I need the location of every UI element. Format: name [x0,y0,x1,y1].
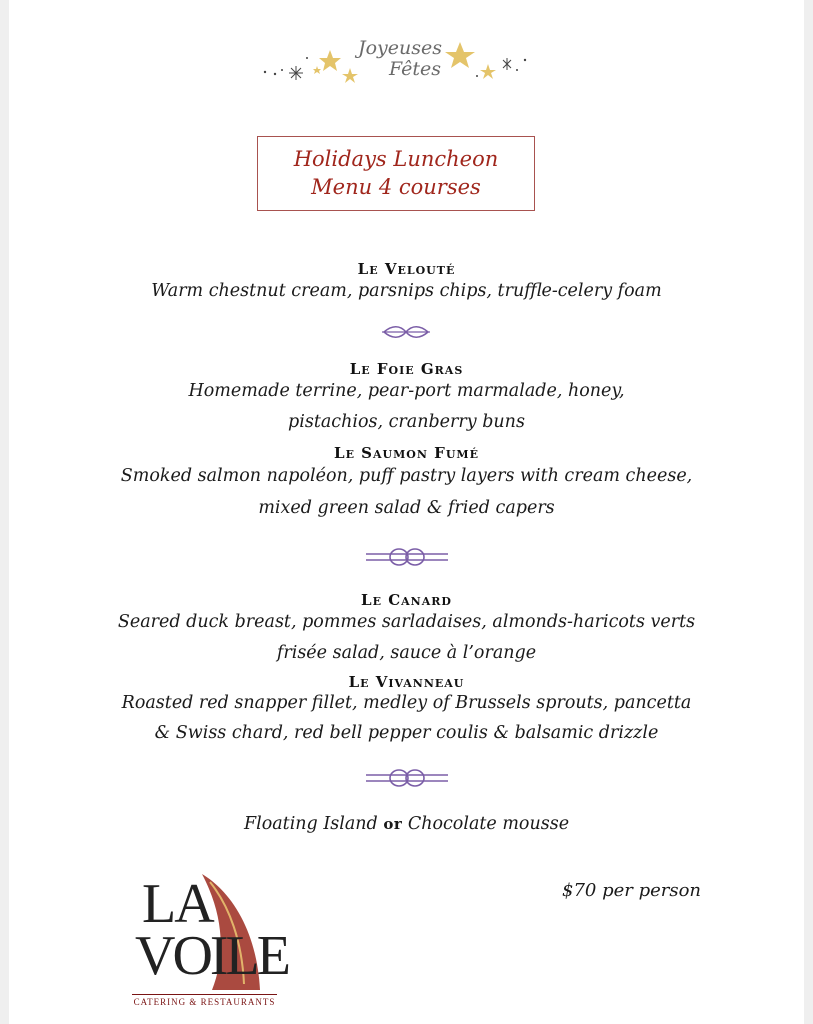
knot-divider-icon [366,546,448,568]
banner-text [345,38,455,80]
course-desc-vivanneau-1: Roasted red snapper fillet, medley of Brussels sprouts, pancetta [121,693,692,713]
dessert-line [0,814,813,834]
course-desc-canard-1: Seared duck breast, pommes sarladaises, almonds-haricots verts [117,612,696,632]
dessert-or: or [383,815,403,833]
dessert-option-1: Floating Island [243,814,378,834]
course-title-vivanneau: Le Vivanneau [348,673,465,691]
dessert-option-2: Chocolate mousse [407,814,570,834]
course-desc-foie-gras-2: pistachios, cranberry buns [288,412,525,432]
la-voile-logo [132,872,288,1012]
joyeuses-fetes-banner [255,30,540,100]
course-title-veloute: Le Velouté [357,260,456,278]
course-desc-saumon-2: mixed green salad & fried capers [258,498,555,518]
course-desc-vivanneau-2: & Swiss chard, red bell pepper coulis & balsamic drizzle [154,723,659,743]
course-desc-canard-2: frisée salad, sauce à l’orange [276,643,537,663]
knot-divider-icon [382,323,430,341]
course-desc-foie-gras-1: Homemade terrine, pear-port marmalade, honey, [188,381,625,401]
banner-line-1: Joyeuses [357,37,442,59]
course-title-canard: Le Canard [361,591,452,609]
banner-line-2: Fêtes [388,58,442,80]
logo-text-voile: VOILE [135,925,288,987]
menu-title-line-2: Menu 4 courses [311,175,481,199]
course-desc-saumon-1: Smoked salmon napoléon, puff pastry layers with cream cheese, [120,466,693,486]
logo-tagline: CATERING & RESTAURANTS [132,994,277,1007]
menu-title-line-1: Holidays Luncheon [293,147,499,171]
course-desc-veloute: Warm chestnut cream, parsnips chips, truffle-celery foam [151,281,662,301]
course-title-foie-gras: Le Foie Gras [349,360,464,378]
knot-divider-icon [366,767,448,789]
logo-text-la: LA [142,873,213,935]
price-text: $70 per person [562,880,702,901]
course-title-saumon-fume: Le Saumon Fumé [334,444,479,462]
menu-title-box [257,136,535,211]
